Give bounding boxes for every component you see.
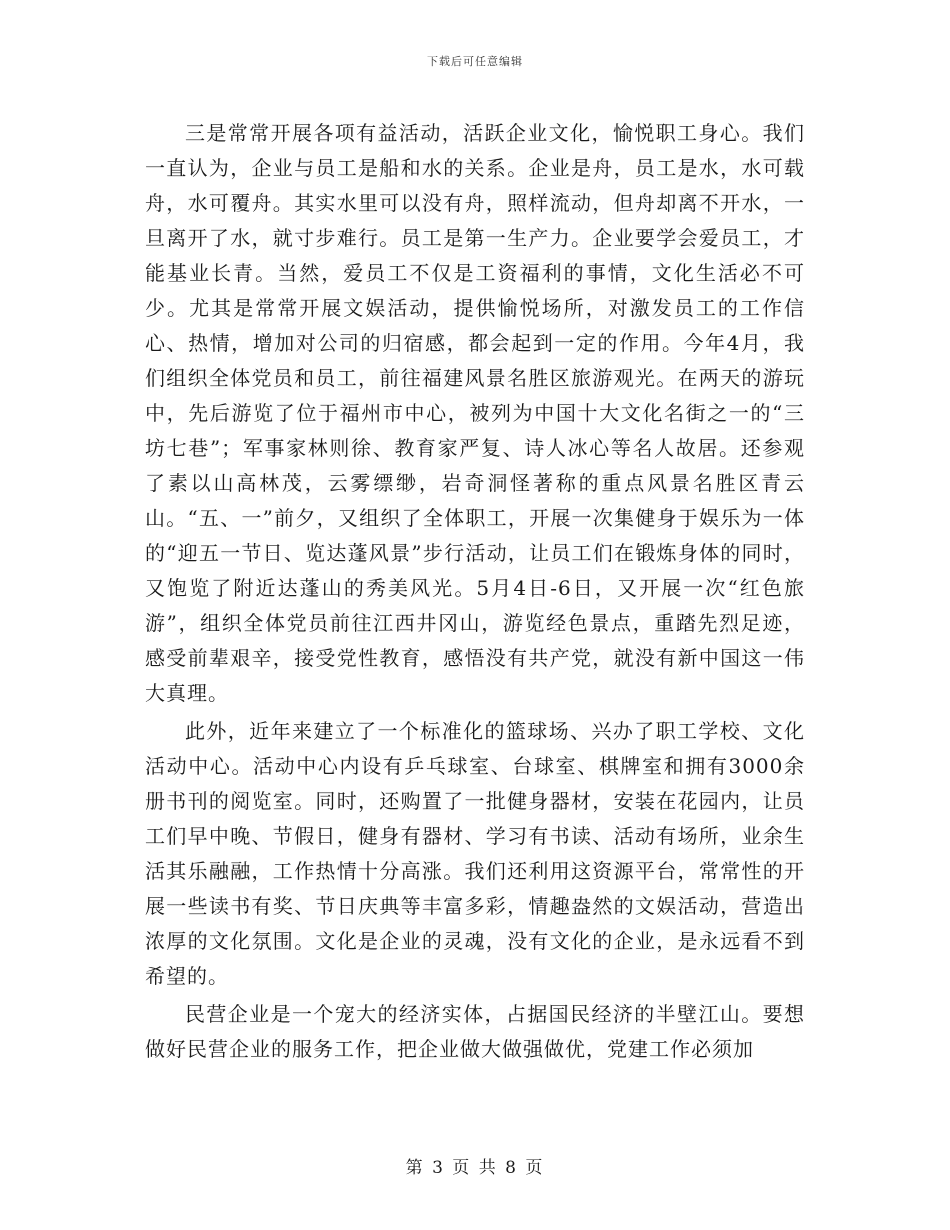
paragraph-activities: 三是常常开展各项有益活动，活跃企业文化，愉悦职工身心。我们一直认为，企业与员工是船和水的关系。企业是舟，员工是水，水可载舟，水可覆舟。其实水里可以没有舟，照样流动，但舟却离不开水，一旦离开了水，就寸步难行。员工是第一生产力。企业要学会爱员工，才能基业长青。当然，爱员工不仅是工资福利的事情，文化生活必不可少。尤其是常常开展文娱活动，提供愉悦场所，对激发员工的工作信心、热情，增加对公司的归宿感，都会起到一定的作用。今年4月，我们组织全体党员和员工，前往福建风景名胜区旅游观光。在两天的游玩中，先后游览了位于福州市中心，被列为中国十大文化名街之一的“三坊七巷”；军事家林则徐、教育家严复、诗人冰心等名人故居。还参观了素以山高林茂，云雾缥缈，岩奇洞怪著称的重点风景名胜区青云山。“五、一”前夕，又组织了全体职工，开展一次集健身于娱乐为一体的“迎五一节日、览达蓬风景”步行活动，让员工们在锻炼身体的同时，又饱览了附近达蓬山的秀美风光。5月4日-6日，又开展一次“红色旅游”，组织全体党员前往江西井冈山，游览经色景点，重踏先烈足迹，感受前辈艰辛，接受党性教育，感悟没有共产党，就没有新中国这一伟大真理。	[145, 121, 805, 705]
page-number: 第 3 页 共 8 页	[405, 1158, 545, 1178]
paragraph-facilities: 此外，近年来建立了一个标准化的篮球场、兴办了职工学校、文化活动中心。活动中心内设有乒乓球室、台球室、棋牌室和拥有3000余册书刊的阅览室。同时，还购置了一批健身器材，安装在花园内，让员工们早中晚、节假日，健身有器材、学习有书读、活动有场所，业余生活其乐融融，工作热情十分高涨。我们还利用这资源平台，常常性的开展一些读书有奖、节日庆典等丰富多彩，情趣盎然的文娱活动，营造出浓厚的文化氛围。文化是企业的灵魂，没有文化的企业，是永远看不到希望的。	[145, 719, 805, 988]
paragraph-private-enterprise: 民营企业是一个宠大的经济实体，占据国民经济的半壁江山。要想做好民营企业的服务工作，把企业做大做强做优，党建工作必须加	[145, 1002, 805, 1061]
document-body	[145, 116, 805, 1070]
page-header: 下载后可任意编辑	[427, 55, 523, 68]
